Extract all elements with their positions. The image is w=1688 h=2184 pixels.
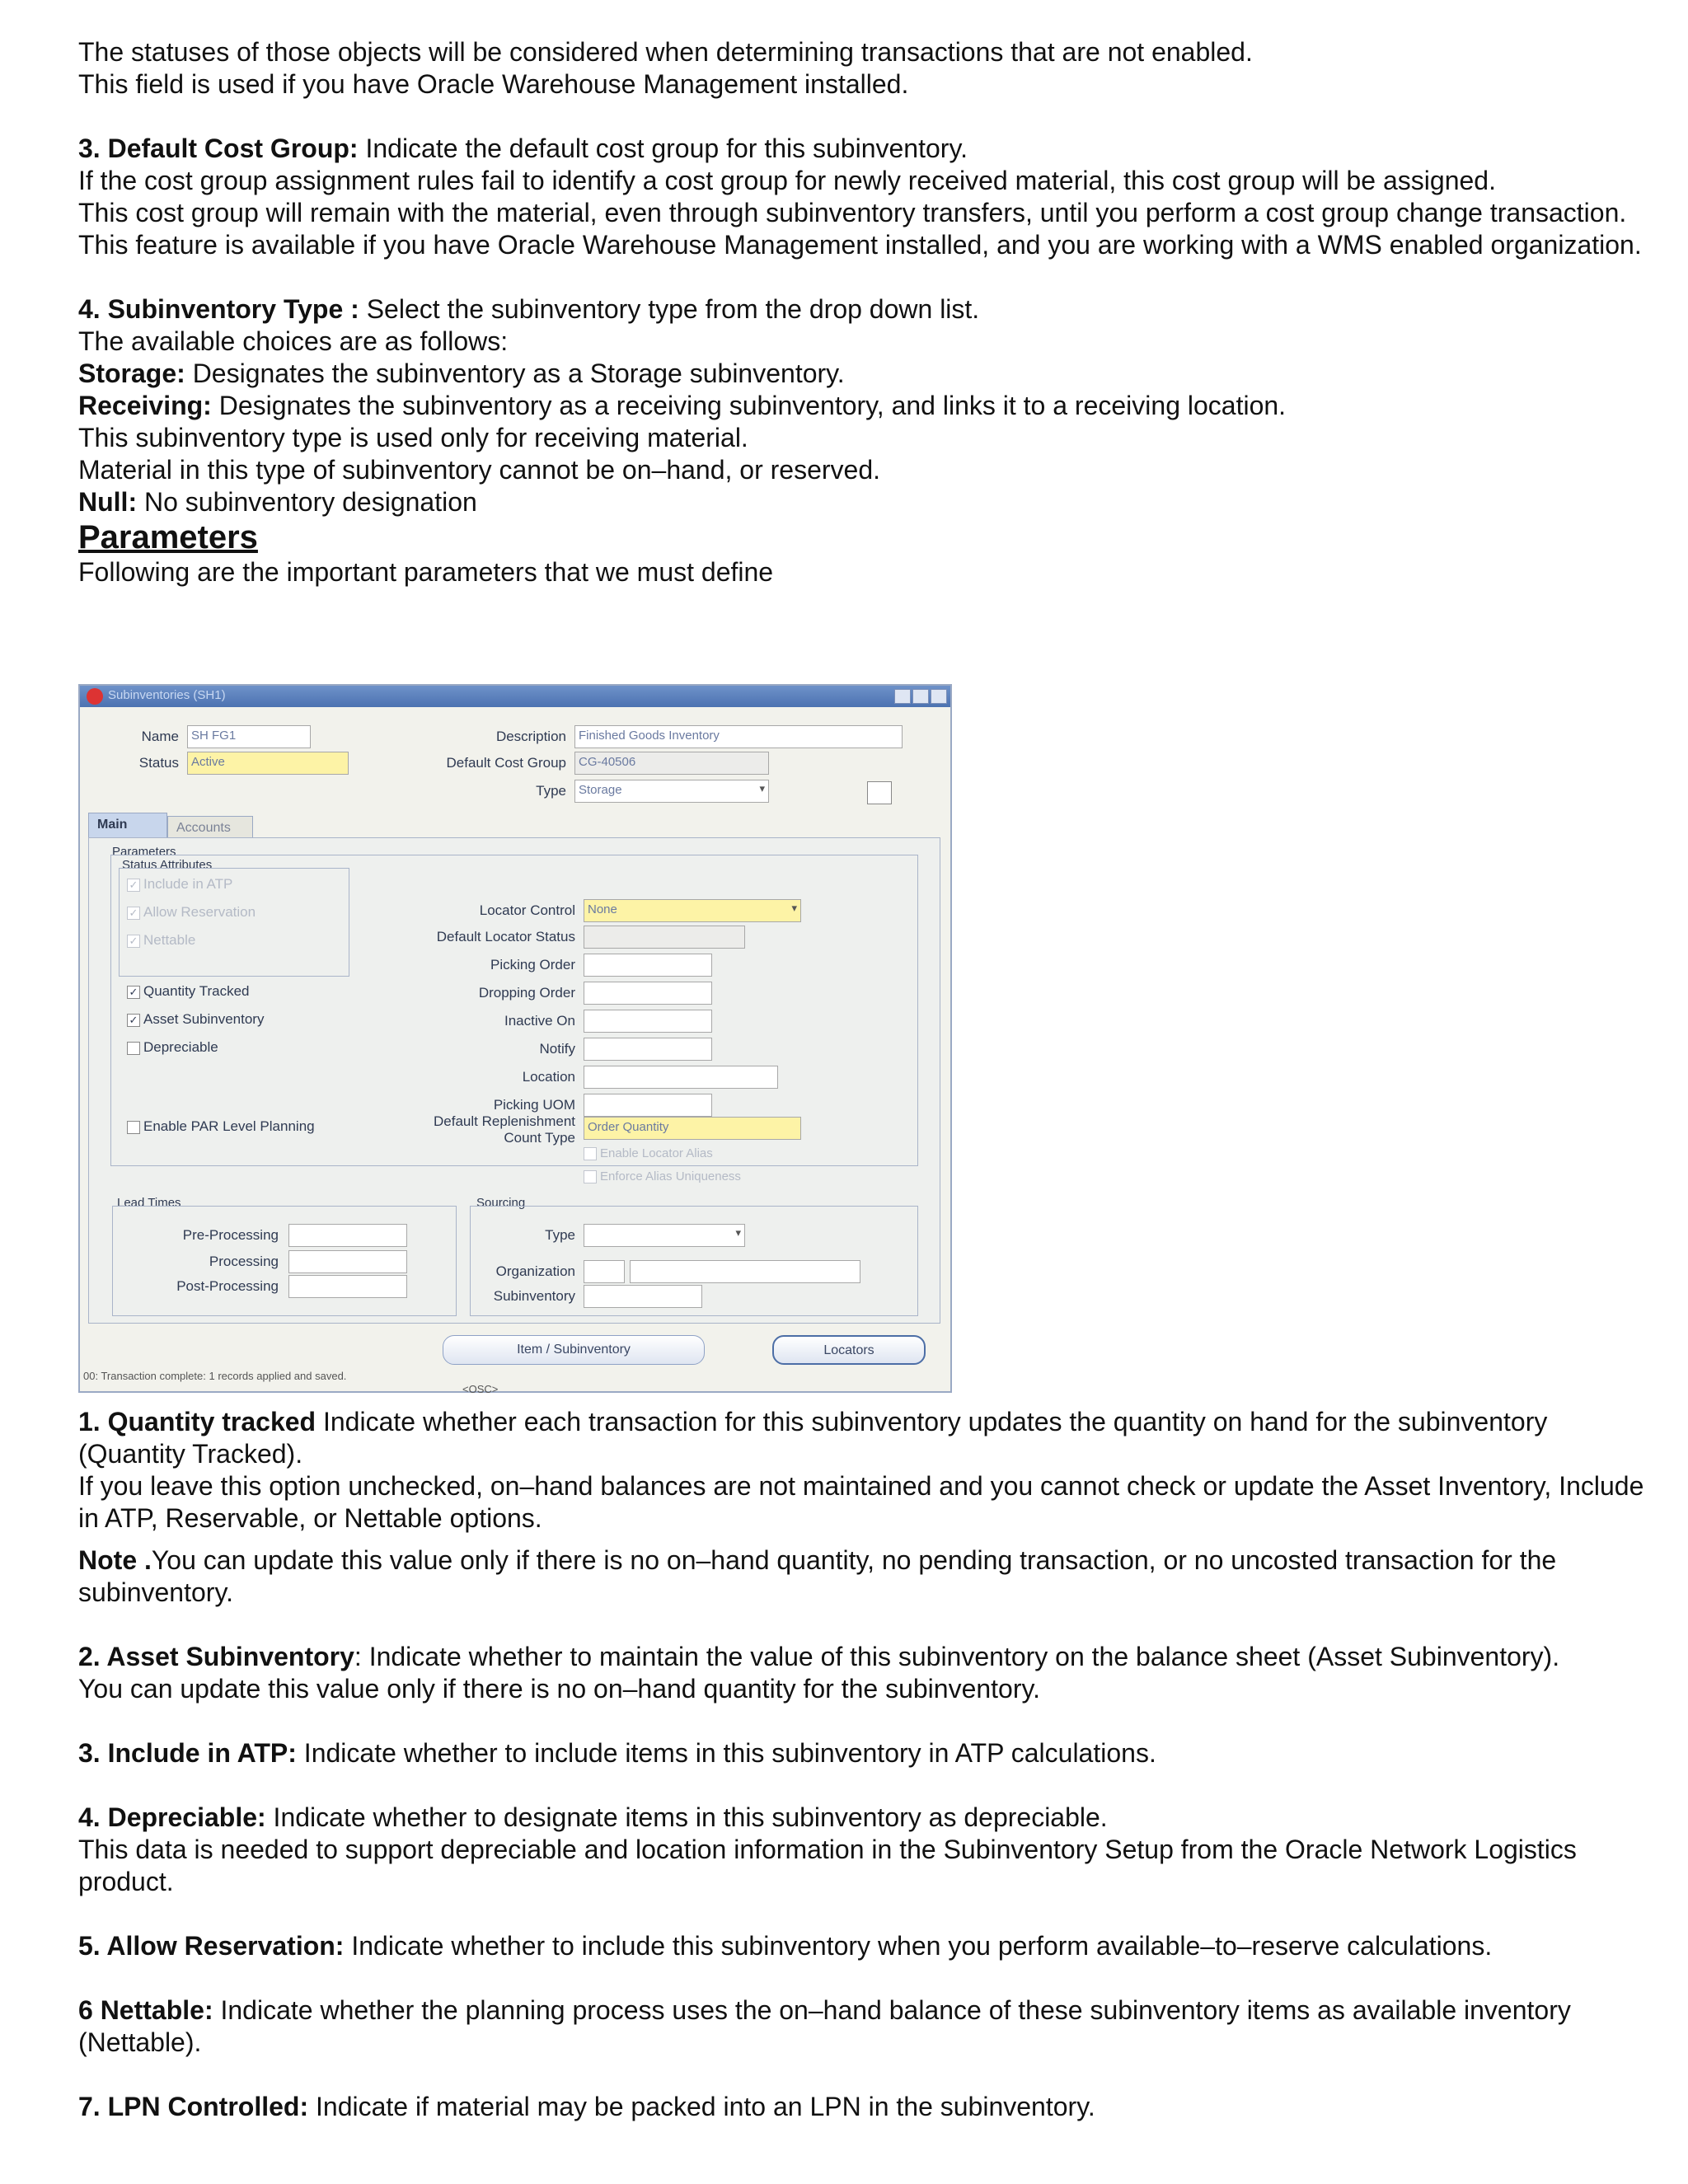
status-message: 00: Transaction complete: 1 records applied and saved. bbox=[83, 1370, 347, 1382]
close-icon[interactable] bbox=[931, 689, 947, 704]
picking-order-field[interactable] bbox=[584, 954, 712, 977]
quantity-tracked-label: Quantity Tracked bbox=[143, 983, 250, 999]
parameter-descriptions bbox=[78, 1406, 1661, 2123]
enable-locator-alias-label: Enable Locator Alias bbox=[600, 1146, 713, 1160]
location-field[interactable] bbox=[584, 1066, 778, 1089]
chevron-down-icon: ▾ bbox=[735, 1226, 741, 1239]
null-desc: No subinventory designation bbox=[137, 487, 477, 517]
sourcing-org-code-field[interactable] bbox=[584, 1260, 625, 1283]
tab-accounts[interactable]: Accounts bbox=[167, 816, 253, 841]
replenishment-label-1: Default Replenishment bbox=[434, 1113, 575, 1129]
status-label: Status bbox=[138, 755, 179, 771]
receiving-term: Receiving: bbox=[78, 391, 212, 420]
status-field[interactable]: Active bbox=[187, 752, 349, 775]
replenishment-count-type-field[interactable]: Order Quantity bbox=[584, 1117, 801, 1140]
maximize-icon[interactable] bbox=[912, 689, 929, 704]
item-desc: Indicate whether the planning process uses the on–hand balance of these subinventory items as available inventory (Nettable). bbox=[78, 1995, 1571, 2057]
item-desc: Indicate if material may be packed into an LPN in the subinventory. bbox=[308, 2092, 1095, 2121]
window-title: Subinventories (SH1) bbox=[108, 688, 226, 702]
item-desc: : Indicate whether to maintain the value of this subinventory on the balance sheet (Asset Subinventory). bbox=[354, 1642, 1560, 1671]
locator-control-value: None bbox=[588, 902, 617, 916]
status-attributes-label: Status Attributes bbox=[122, 858, 213, 872]
include-in-atp-checkbox[interactable] bbox=[127, 876, 232, 893]
location-label: Location bbox=[522, 1069, 575, 1085]
pre-processing-field[interactable] bbox=[288, 1224, 407, 1247]
item-desc: You can update this value only if there is no on–hand quantity, no pending transaction, or no uncosted transaction for the subinventory. bbox=[78, 1545, 1557, 1607]
item-term: 3. Include in ATP: bbox=[78, 1738, 297, 1768]
item-include-in-atp bbox=[78, 1737, 1661, 1769]
intro-line-1: The statuses of those objects will be considered when determining transactions that are not enabled. bbox=[78, 37, 1253, 67]
folder-icon[interactable] bbox=[867, 781, 892, 804]
item-desc: Indicate whether to include items in this subinventory in ATP calculations. bbox=[296, 1738, 1156, 1768]
post-processing-label: Post-Processing bbox=[176, 1278, 279, 1294]
cost-group-line: This cost group will remain with the material, even through subinventory transfers, until you perform a cost group change transaction. bbox=[78, 198, 1627, 227]
checkbox-box: ✓ bbox=[127, 907, 140, 920]
processing-field[interactable] bbox=[288, 1250, 407, 1273]
picking-uom-label: Picking UOM bbox=[493, 1097, 575, 1113]
item-term: 7. LPN Controlled: bbox=[78, 2092, 309, 2121]
cost-group-heading bbox=[78, 133, 1661, 165]
asset-subinventory-checkbox[interactable] bbox=[127, 1011, 264, 1028]
notify-label: Notify bbox=[539, 1041, 575, 1057]
default-locator-status-label: Default Locator Status bbox=[436, 929, 575, 944]
sub-type-choices: The available choices are as follows: bbox=[78, 326, 509, 356]
type-value: Storage bbox=[579, 783, 622, 797]
item-more: This data is needed to support depreciable and location information in the Subinventory Setup from the Oracle Network Logistics product. bbox=[78, 1835, 1577, 1896]
item-lpn-controlled bbox=[78, 2091, 1661, 2123]
sub-type-heading bbox=[78, 293, 1661, 326]
processing-label: Processing bbox=[209, 1254, 279, 1269]
sub-type-receiving bbox=[78, 390, 1661, 422]
locator-control-label: Locator Control bbox=[479, 902, 575, 918]
item-term: 2. Asset Subinventory bbox=[78, 1642, 354, 1671]
sourcing-type-label: Type bbox=[545, 1227, 575, 1243]
item-quantity-tracked bbox=[78, 1406, 1661, 1470]
item-note bbox=[78, 1544, 1661, 1609]
description-field[interactable]: Finished Goods Inventory bbox=[574, 725, 903, 748]
item-term: 6 Nettable: bbox=[78, 1995, 213, 2025]
sub-type-line: This subinventory type is used only for receiving material. bbox=[78, 423, 748, 452]
sub-type-desc: Select the subinventory type from the drop down list. bbox=[359, 294, 980, 324]
oracle-logo-icon bbox=[87, 688, 103, 705]
type-label: Type bbox=[536, 783, 566, 799]
minimize-icon[interactable] bbox=[894, 689, 911, 704]
parameters-group-label: Parameters bbox=[112, 845, 176, 859]
item-more: You can update this value only if there is no on–hand quantity for the subinventory. bbox=[78, 1674, 1041, 1704]
checkbox-box: ✓ bbox=[127, 935, 140, 948]
locator-control-select[interactable] bbox=[584, 899, 801, 922]
item-desc: Indicate whether each transaction for this subinventory updates the quantity on hand for the subinventory (Quantity Tracked). bbox=[78, 1407, 1548, 1469]
enforce-alias-uniqueness-checkbox[interactable] bbox=[584, 1169, 741, 1183]
sub-type-line: Material in this type of subinventory cannot be on–hand, or reserved. bbox=[78, 455, 881, 485]
default-cost-group-field[interactable]: CG-40506 bbox=[574, 752, 769, 775]
asset-subinventory-label: Asset Subinventory bbox=[143, 1011, 265, 1027]
parameters-heading: Parameters bbox=[78, 519, 258, 555]
replenishment-label-2: Count Type bbox=[504, 1130, 575, 1146]
cost-group-desc: Indicate the default cost group for this subinventory. bbox=[358, 134, 968, 163]
notify-field[interactable] bbox=[584, 1038, 712, 1061]
default-cost-group-label: Default Cost Group bbox=[446, 755, 566, 771]
checkbox-box bbox=[127, 1121, 140, 1134]
parameters-intro: Following are the important parameters that we must define bbox=[78, 557, 774, 587]
post-processing-field[interactable] bbox=[288, 1275, 407, 1298]
item-desc: Indicate whether to include this subinventory when you perform available–to–reserve calculations. bbox=[344, 1931, 1493, 1961]
nettable-checkbox[interactable] bbox=[127, 932, 195, 949]
checkbox-box: ✓ bbox=[127, 986, 140, 999]
item-more: If you leave this option unchecked, on–hand balances are not maintained and you cannot check or update the Asset Inventory, Include in ATP, Reservable, or Nettable options. bbox=[78, 1471, 1644, 1533]
status-bar-osc: <OSC> bbox=[462, 1383, 499, 1395]
item-term: 1. Quantity tracked bbox=[78, 1407, 316, 1436]
item-term: Note . bbox=[78, 1545, 152, 1575]
receiving-desc: Designates the subinventory as a receiving subinventory, and links it to a receiving location. bbox=[211, 391, 1287, 420]
subinventories-window bbox=[78, 684, 952, 1393]
default-locator-status-field[interactable] bbox=[584, 926, 745, 949]
chevron-down-icon: ▾ bbox=[759, 782, 765, 794]
storage-desc: Designates the subinventory as a Storage subinventory. bbox=[185, 359, 845, 388]
depreciable-checkbox[interactable] bbox=[127, 1039, 218, 1056]
include-in-atp-label: Include in ATP bbox=[143, 876, 233, 892]
pre-processing-label: Pre-Processing bbox=[182, 1227, 279, 1243]
enforce-alias-uniqueness-label: Enforce Alias Uniqueness bbox=[600, 1169, 741, 1183]
sub-type-null bbox=[78, 486, 1661, 518]
item-subinventory-button[interactable]: Item / Subinventory bbox=[443, 1335, 705, 1365]
item-asset-subinventory bbox=[78, 1641, 1661, 1673]
window-titlebar bbox=[80, 686, 950, 707]
allow-reservation-label: Allow Reservation bbox=[143, 904, 256, 920]
picking-uom-field[interactable] bbox=[584, 1094, 712, 1117]
checkbox-box: ✓ bbox=[127, 879, 140, 892]
chevron-down-icon: ▾ bbox=[791, 902, 797, 914]
sourcing-sub-label: Subinventory bbox=[493, 1288, 575, 1304]
inactive-on-field[interactable] bbox=[584, 1010, 712, 1033]
item-nettable bbox=[78, 1994, 1661, 2059]
document-body bbox=[78, 36, 1661, 588]
inactive-on-label: Inactive On bbox=[504, 1013, 575, 1029]
depreciable-label: Depreciable bbox=[143, 1039, 218, 1055]
sourcing-label: Sourcing bbox=[476, 1196, 526, 1210]
null-term: Null: bbox=[78, 487, 138, 517]
quantity-tracked-checkbox[interactable] bbox=[127, 983, 250, 1000]
enable-par-label: Enable PAR Level Planning bbox=[143, 1118, 315, 1134]
dropping-order-field[interactable] bbox=[584, 982, 712, 1005]
checkbox-box bbox=[584, 1170, 597, 1183]
sourcing-org-name-field[interactable] bbox=[630, 1260, 860, 1283]
main-tab-panel bbox=[88, 837, 940, 1324]
allow-reservation-checkbox[interactable] bbox=[127, 904, 256, 921]
description-label: Description bbox=[495, 729, 566, 744]
tab-main[interactable]: Main bbox=[88, 813, 167, 837]
sourcing-org-label: Organization bbox=[495, 1263, 575, 1279]
name-field[interactable]: SH FG1 bbox=[187, 725, 311, 748]
cost-group-line: If the cost group assignment rules fail to identify a cost group for newly received material, this cost group will be assigned. bbox=[78, 166, 1496, 195]
sub-type-storage bbox=[78, 358, 1661, 390]
item-allow-reservation bbox=[78, 1930, 1661, 1962]
picking-order-label: Picking Order bbox=[490, 957, 575, 972]
intro-line-2: This field is used if you have Oracle Warehouse Management installed. bbox=[78, 69, 909, 99]
locators-button[interactable]: Locators bbox=[772, 1335, 926, 1365]
lead-times-label: Lead Times bbox=[117, 1196, 181, 1210]
cost-group-title: 3. Default Cost Group: bbox=[78, 134, 359, 163]
enable-locator-alias-checkbox[interactable] bbox=[584, 1146, 713, 1160]
item-desc: Indicate whether to designate items in this subinventory as depreciable. bbox=[265, 1802, 1108, 1832]
sourcing-type-select[interactable] bbox=[584, 1224, 745, 1247]
item-depreciable bbox=[78, 1802, 1661, 1834]
type-select[interactable] bbox=[574, 780, 769, 803]
checkbox-box bbox=[584, 1147, 597, 1160]
sub-type-title: 4. Subinventory Type : bbox=[78, 294, 359, 324]
item-term: 4. Depreciable: bbox=[78, 1802, 266, 1832]
sourcing-subinventory-field[interactable] bbox=[584, 1285, 702, 1308]
name-label: Name bbox=[141, 729, 179, 744]
storage-term: Storage: bbox=[78, 359, 185, 388]
checkbox-box bbox=[127, 1042, 140, 1055]
cost-group-line: This feature is available if you have Oracle Warehouse Management installed, and you are working with a WMS enabled organization. bbox=[78, 230, 1642, 260]
nettable-label: Nettable bbox=[143, 932, 196, 948]
checkbox-box: ✓ bbox=[127, 1014, 140, 1027]
item-term: 5. Allow Reservation: bbox=[78, 1931, 345, 1961]
dropping-order-label: Dropping Order bbox=[478, 985, 575, 1001]
